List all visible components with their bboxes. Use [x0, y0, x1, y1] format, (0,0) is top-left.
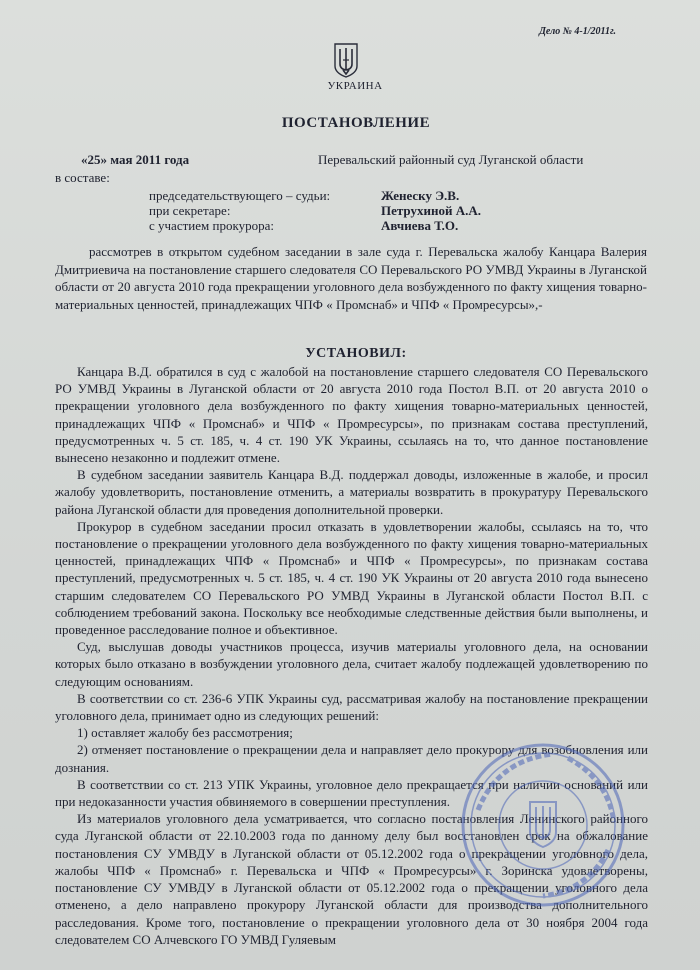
member-name: Петрухиной А.А. — [381, 203, 481, 218]
paragraph: Прокурор в судебном заседании просил отказать в удовлетворении жалобы, ссылаясь на то, что постановление о прекращении уголовного дела возбужденного по факту хищения товарно-материальных ценностей, принадлежащих ЧПФ « Промснаб» и ЧПФ « Промресурсы», по признакам состава преступлений, предусмотренных ч. 5 ст. 185, ч. 4 ст. 190 УК Украины от 20 августа 2010 года вынесено старшим следователем СО Перевальского РО УМВД Украины в Луганской области Постол В.П. с соблюдением требований закона. Поскольку все необходимые следственные действия были выполнены, и проведенное расследование полное и объективное. — [55, 518, 648, 638]
member-name: Женеску Э.В. — [381, 188, 460, 203]
list-item: 2) отменяет постановление о прекращении дела и направляет дело прокурору для возобновления или дознания. — [55, 742, 648, 775]
intro-paragraph: рассмотрев в открытом судебном заседании в зале суда г. Перевальска жалобу Канцара Валерия Дмитриевича на постановление старшего следователя СО Перевальского РО УМВД Украины в Луганской области от 20 августа 2010 года прекращении уголовного дела возбужденного по факту хищения товарно-материальных ценностей, принадлежащих ЧПФ « Промснаб» и ЧПФ « Промресурсы»,- — [55, 244, 647, 312]
list-item: 1) оставляет жалобу без рассмотрения; — [77, 725, 293, 741]
member-role: с участием прокурора: — [149, 218, 274, 233]
paragraph: В судебном заседании заявитель Канцара В.Д. поддержал доводы, изложенные в жалобе, и просил жалобу удовлетворить, постановление отменить, а материалы возвратить в прокуратуру Перевальского района Луганской области для проведения дополнительной проверки. — [55, 467, 648, 517]
paragraph: Из материалов уголовного дела усматривается, что согласно постановления Ленинского районного суда Луганской области от 22.10.2003 года по данному делу был восстановлен срок на обжалование постановления СУ УМВДУ в Луганской области от 05.12.2002 года о прекращении уголовного дела, жалобы ЧПФ « Промснаб» г. Перевальска и ЧПФ « Промресурсы» г. Зоринска удовлетворены, постановление СУ УМВДУ в Луганской области от 05.12.2002 года о прекращении уголовного дела отменено, а дело направлено прокурору Луганской области для производства дополнительного расследования. Кроме того, постановление о прекращении уголовного дела от 30 ноября 2004 года следователем СО Алчевского ГО УМВД Гуляевым — [55, 811, 648, 947]
trident-icon — [331, 40, 361, 80]
member-role: председательствующего – судьи: — [149, 188, 331, 203]
paragraph: В соответствии со ст. 213 УПК Украины, уголовное дело прекращается при наличии оснований или при недоказанности участия обвиняемого в совершении преступления. — [55, 776, 648, 810]
document-body — [55, 363, 648, 948]
section-title: УСТАНОВИЛ: — [305, 346, 407, 361]
court-name: Перевальский районный суд Луганской области — [318, 152, 584, 167]
composition-label: в составе: — [55, 170, 110, 185]
paragraph: В соответствии со ст. 236-6 УПК Украины суд, рассматривая жалобу на постановление прекращении уголовного дела, принимает одно из следующих решений: — [55, 690, 648, 724]
paragraph: Суд, выслушав доводы участников процесса, изучив материалы уголовного дела, на основании которых было отказано в возбуждении уголовного дела, считает жалобу подлежащей удовлетворению по следующим основаниям. — [55, 639, 648, 689]
case-number: Дело № 4-1/2011г. — [539, 26, 616, 37]
member-role: при секретаре: — [149, 203, 231, 218]
paragraph: Канцара В.Д. обратился в суд с жалобой на постановление старшего следователя СО Перевальского РО УМВД Украины в Луганской области от 20 августа 2010 года Постол В.П. от 20 августа 2010 о прекращении уголовного дела возбужденного по факту хищения товарно-материальных ценностей, принадлежащих ЧПФ « Промснаб» и ЧПФ « Промресурсы», по признакам состава преступлений, предусмотренных ч. 5 ст. 185, ч. 4 ст. 190 УК Украины, ссылаясь на то, что данное постановление вынесено незаконно и подлежит отмене. — [55, 364, 648, 466]
member-name: Авчиева Т.О. — [381, 218, 459, 233]
session-date: «25» мая 2011 года — [81, 152, 190, 167]
document-title: ПОСТАНОВЛЕНИЕ — [281, 115, 431, 131]
country-name: УКРАИНА — [327, 80, 383, 92]
